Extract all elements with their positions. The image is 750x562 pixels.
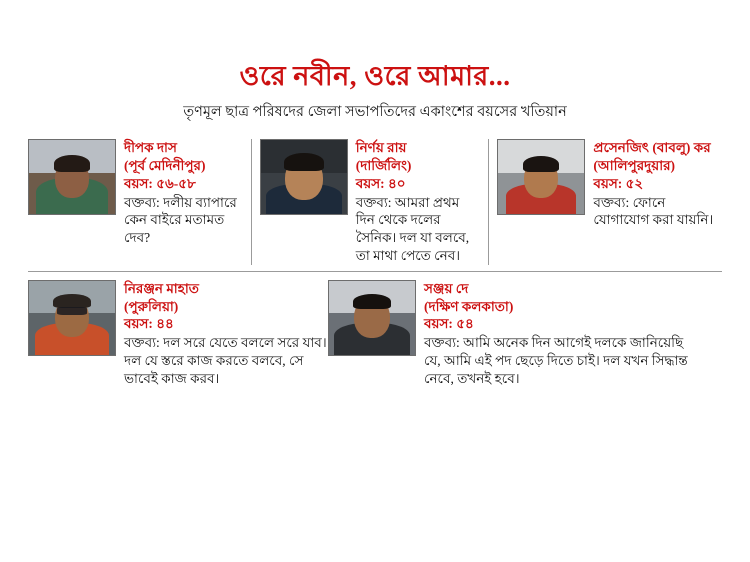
profile-text [585, 139, 722, 229]
profile-card [28, 280, 328, 388]
profile-name: দীপক দাস [124, 140, 177, 156]
profile-age: বয়স: ৫৬-৫৮ [124, 175, 196, 191]
profile-place: (দক্ষিণ কলকাতা) [424, 298, 514, 314]
column-divider [251, 139, 252, 265]
profile-quote: বক্তব্য: আমরা প্রথম দিন থেকে দলের সৈনিক। দল যা বলবে, তা মাথা পেতে নেব। [355, 194, 470, 263]
page-title: ওরে নবীন, ওরে আমার... [239, 61, 511, 91]
profile-quote: বক্তব্য: আমি অনেক দিন আগেই দলকে জানিয়েছি যে, আমি এই পদ ছেড়ে দিতে চাই। দল যখন সিদ্ধান্ত নেবে, তখনই হবে। [424, 335, 688, 386]
avatar [28, 280, 116, 356]
profile-place: (দার্জিলিং) [355, 157, 412, 173]
profile-card [497, 139, 722, 229]
profile-name: নিরঞ্জন মাহাত [124, 280, 199, 296]
profiles-row-top [28, 139, 722, 272]
avatar [260, 139, 348, 215]
profile-age: বয়স: ৪৪ [124, 316, 174, 332]
profiles-row-bottom [28, 272, 722, 388]
profile-quote: বক্তব্য: ফোনে যোগাযোগ করা যায়নি। [593, 194, 714, 228]
avatar [28, 139, 116, 215]
article-page [0, 62, 750, 562]
profile-age: বয়স: ৫৪ [424, 316, 474, 332]
profile-age: বয়স: ৫২ [593, 175, 644, 191]
profile-name: প্রসেনজিৎ (বাবলু) কর [593, 140, 711, 156]
profile-name: নির্ণয় রায় [355, 140, 407, 156]
profile-place: (পুরুলিয়া) [124, 298, 179, 314]
column-divider [488, 139, 489, 265]
profile-quote: বক্তব্য: দল সরে যেতে বললে সরে যাব। দল যে স্তরে কাজ করতে বলবে, সে ভাবেই কাজ করব। [124, 335, 327, 386]
page-subtitle: তৃণমূল ছাত্র পরিষদের জেলা সভাপতিদের একাংশের বয়সের খতিয়ান [183, 103, 567, 120]
profile-card [328, 280, 688, 388]
profile-quote: বক্তব্য: দলীয় ব্যাপারে কেন বাইরে মতামত দেব? [124, 194, 237, 246]
profile-place: (আলিপুরদুয়ার) [593, 157, 676, 173]
profiles-grid [28, 139, 722, 388]
avatar [328, 280, 416, 356]
profile-text [348, 139, 481, 265]
profile-card [260, 139, 481, 265]
profile-card [28, 139, 243, 247]
profile-age: বয়স: ৪০ [355, 175, 406, 191]
profile-name: সঞ্জয় দে [424, 280, 469, 296]
profile-text [416, 280, 688, 388]
profile-text [116, 139, 243, 247]
avatar [497, 139, 585, 215]
profile-place: (পূর্ব মেদিনীপুর) [124, 157, 206, 173]
profile-text [116, 280, 328, 388]
